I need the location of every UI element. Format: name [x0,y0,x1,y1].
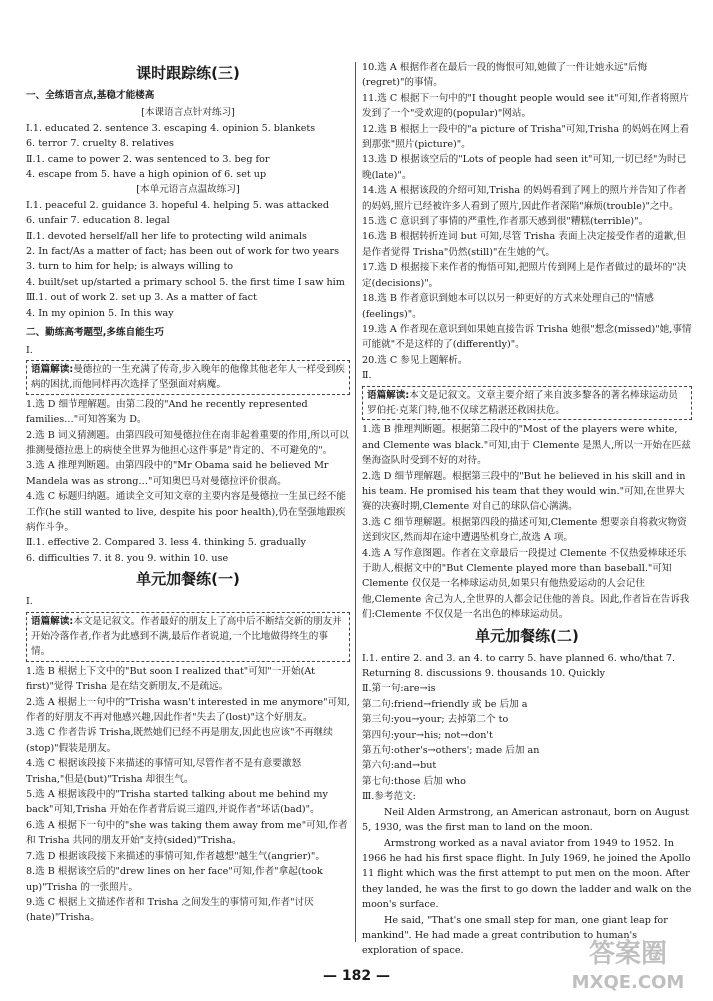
answer-explanation: 20.选 C 参见上题解析。 [362,354,468,366]
answer-explanation: 18.选 B 作者意识到她本可以以另一种更好的方式来处理自己的"情感(feelings)"。 [362,293,654,320]
passage-summary-box: 语篇解读:曼德拉的一生充满了传奇,步入晚年的他像其他老年人一样受到疾病的困扰,而他同样再次选择了坚强面对病魔。 [26,360,350,395]
answer-explanation: 14.选 A 根据该段的介绍可知,Trisha 的妈妈看到了网上的照片并告知了作者的妈妈,照片已经被许多人看到了照片,因此作者深陷"麻烦(trouble)"之中。 [362,185,687,212]
answer-line: Ⅰ.1. entire 2. and 3. an 4. to carry 5. have planned 6. who/that 7. Returning 8. discussions 9. thousands 10. Quickly [362,652,676,680]
answer-explanation: 19.选 A 作者现在意识到如果她直接告诉 Trisha 她很"想念(missed)"她,事情可能就"不是这样的了(differently)"。 [362,323,692,351]
answer-explanation: 5.选 A 根据该段中的"Trisha started talking about me behind my back"可知,Trisha 开始在作者背后说三道四,并说作者"坏话(bad)"。 [26,789,328,816]
answer-explanation: 3.选 A 推理判断题。由第四段中的"Mr Obama said he believed Mr Mandela was as strong…"可知奥巴马对曼德拉评价很高。 [26,460,329,487]
answer-line: Ⅱ.第一句:are→is [362,683,436,695]
section-heading: 二、勤练高考题型,多练自能生巧 [26,327,164,339]
answer-explanation: 6.选 A 根据下一句中的"she was taking them away from me"可知,作者和 Trisha 共同的朋友开始"支持(sided)"Trisha。 [26,819,348,847]
answer-line: Ⅱ.1. came to power 2. was sentenced to 3. beg for [26,153,270,165]
part-label: Ⅲ.参考范文: [362,791,416,803]
part-label: Ⅰ. [26,344,33,356]
subheading: [本单元语言点温故练习] [136,184,240,196]
subheading: [本课语言点针对练习] [141,107,235,119]
answer-line: 2. In fact/As a matter of fact; has been out of work for two years [26,246,340,258]
part-label: Ⅱ. [362,370,372,382]
answer-line: 第二句:friend→friendly 或 be 后加 a [362,698,528,710]
answer-explanation: 10.选 A 根据作者在最后一段的悔恨可知,她做了一件让她永远"后悔(regret)"的事情。 [362,62,648,89]
answer-explanation: 4.选 C 标题归纳题。通读全文可知文章的主要内容是曼德拉一生虽已经不能工作(he still wanted to live, despite his poor health),仍在坚强地跟疾病作斗争。 [26,491,346,533]
part-label: Ⅰ. [26,596,33,608]
answer-line: 4. escape from 5. have a high opinion of 6. set up [26,169,267,181]
answer-explanation: 15.选 C 意识到了事情的严重性,作者那天感到很"糟糕(terrible)"。 [362,216,649,228]
answer-line: 第三句:you→your; 去掉第二个 to [362,714,509,726]
watermark-top-text: 答案圈 [588,939,668,969]
left-column [26,60,350,926]
answer-explanation: 2.选 B 词义猜测题。由第四段可知曼德拉住在南非起着重要的作用,所以可以推测曼德拉患上的病使全世界为他担心这件事是"肯定的、不可避免的"。 [26,429,349,456]
section-title: 单元加餐练(一) [136,570,240,589]
answer-explanation: 1.选 B 根据上下文中的"But soon I realized that"可知"一开始(At first)"觉得 Trisha 是在结交新朋友,不是疏远。 [26,665,315,693]
sample-essay-paragraph: Neil Alden Armstrong, an American astronaut, born on August 5, 1930, was the first man to land on the moon. [362,806,689,834]
answer-explanation: 9.选 C 根据上文描述作者和 Trisha 之间发生的事情可知,作者"讨厌(hate)"Trisha。 [26,896,314,924]
answer-explanation: 3.选 C 作者告诉 Trisha,既然她们已经不再是朋友,因此也应该"不再继续(stop)"假装是朋友。 [26,727,333,754]
passage-summary-box: 语篇解读:本文是记叙文。文章主要介绍了来自波多黎各的著名棒球运动员罗伯托·克莱门特,他不仅球艺精湛还救困扶危。 [362,386,692,421]
section-title: 单元加餐练(二) [475,626,579,645]
answer-line: Ⅱ.1. devoted herself/all her life to protecting wild animals [26,230,307,242]
answer-line: 6. terror 7. cruelty 8. relatives [26,138,174,150]
answer-line: Ⅱ.1. effective 2. Compared 3. less 4. thinking 5. gradually [26,537,306,549]
answer-line: 6. unfair 7. education 8. legal [26,215,170,227]
summary-label: 语篇解读: [31,615,74,627]
right-column [362,60,692,959]
answer-line: 第七句:those 后加 who [362,775,466,787]
section-title: 课时跟踪练(三) [136,64,240,82]
section-heading: 一、全练语言点,基稳才能楼高 [26,90,155,101]
sample-essay-paragraph: Armstrong worked as a naval aviator from 1949 to 1952. In 1966 he had his first space flight. In July 1969, he joined the Apollo 11 flight which was the first attempt to put men on the moon. After they landed, he was the first to go down the ladder and walk on the moon's surface. [362,837,692,911]
answer-explanation: 11.选 C 根据下一句中的"I thought people would see it"可知,作者将照片发到了一个"受欢迎的(popular)"网站。 [362,92,689,120]
summary-label: 语篇解读: [31,363,74,375]
answer-line: 3. turn to him for help; is always willing to [26,261,234,273]
answer-explanation: 3.选 C 细节理解题。根据第四段的描述可知,Clemente 想要亲自将救灾物资送到灾区,然而却在途中遭遇坠机身亡,故选 A 项。 [362,516,687,544]
answer-line: 4. In my opinion 5. In this way [26,307,174,319]
answer-line: 第五句:other's→others'; made 后加 an [362,745,540,757]
answer-explanation: 1.选 B 推理判断题。根据第二段中的"Most of the players were white, and Clemente was black."可知,由于 Clemente 是黑人,所以一开始在匹兹堡海盗队时受到不好的对待。 [362,424,691,467]
answer-line: 6. difficulties 7. it 8. you 9. within 10. use [26,552,229,564]
answer-explanation: 4.选 C 根据该段接下来描述的事情可知,尽管作者不是有意要激怒 Trisha,"但是(but)"Trisha 却很生气。 [26,758,302,785]
answer-explanation: 16.选 B 根据转折连词 but 可知,尽管 Trisha 表面上决定接受作者的道歉,但是作者觉得 Trisha"仍然(still)"在生她的气。 [362,231,687,258]
answer-explanation: 12.选 B 根据上一段中的"a picture of Trisha"可知,Trisha 的妈妈在网上看到那张"照片(picture)"。 [362,123,690,151]
answer-explanation: 4.选 A 写作意图题。作者在文章最后一段提过 Clemente 不仅热爱棒球还乐于助人,根据文中的"But Clemente played more than baseball."可知 Clemente 仅仅是一名棒球运动员,如果只有他热爱运动的人会记住他,Clemente 舍己为人,全世界的人都会记住他的善良。因此,作者旨在告诉我们:Clemente 不仅仅是一名出色的棒球运动员。 [362,547,690,621]
answer-line: 4. built/set up/started a primary school 5. the first time I saw him [26,276,345,288]
answer-explanation: 1.选 D 细节理解题。由第二段的"And he recently represented families…"可知答案为 D。 [26,398,308,426]
answer-line: 第六句:and→but [362,760,437,772]
page-number: — 182 — [323,968,390,984]
answer-explanation: 7.选 D 根据该段接下来描述的事情可知,作者越想"越生气(angrier)"。 [26,850,325,862]
column-divider [355,62,356,942]
summary-label: 语篇解读: [367,389,410,401]
answer-explanation: 17.选 D 根据接下来作者的悔悟可知,把照片传到网上是作者做过的最坏的"决定(decisions)"。 [362,262,687,289]
answer-line: Ⅲ.1. out of work 2. set up 3. As a matter of fact [26,292,257,304]
answer-line: 第四句:your→his; not→don't [362,729,493,741]
answer-line: Ⅰ.1. peaceful 2. guidance 3. hopeful 4. helping 5. was attacked [26,199,330,211]
answer-explanation: 2.选 D 细节理解题。根据第三段中的"But he believed in his skill and in his team. He promised his team that they would win."可知,在世界大赛的决赛时期,Clemente 对自己的球队信心满满。 [362,470,686,513]
answer-line: Ⅰ.1. educated 2. sentence 3. escaping 4. opinion 5. blankets [26,122,316,134]
answer-explanation: 13.选 D 根据该空后的"Lots of people had seen it"可知,一切已经"为时已晚(late)"。 [362,154,687,181]
answer-explanation: 8.选 B 根据该空后的"drew lines on her face"可知,作者"拿起(took up)"Trisha 的一张照片。 [26,866,323,893]
watermark-bottom-text: MXQE.COM [571,972,685,993]
watermark-logo [553,932,703,996]
sample-essay-paragraph: He said, "That's one small step for man, one giant leap for mankind". He had made a great contribution to human's exploration of space. [362,914,668,957]
passage-summary-box: 语篇解读:本文是记叙文。作者最好的朋友上了高中后不断结交新的朋友并开始冷落作者,作者为此感到不满,最后作者说道,一个比地做得终生的事情。 [26,612,350,662]
answer-explanation: 2.选 A 根据上一句中的"Trisha wasn't interested in me anymore"可知,作者的好朋友不再对他感兴趣,因此作者"失去了(lost)"这个好朋友。 [26,696,350,724]
